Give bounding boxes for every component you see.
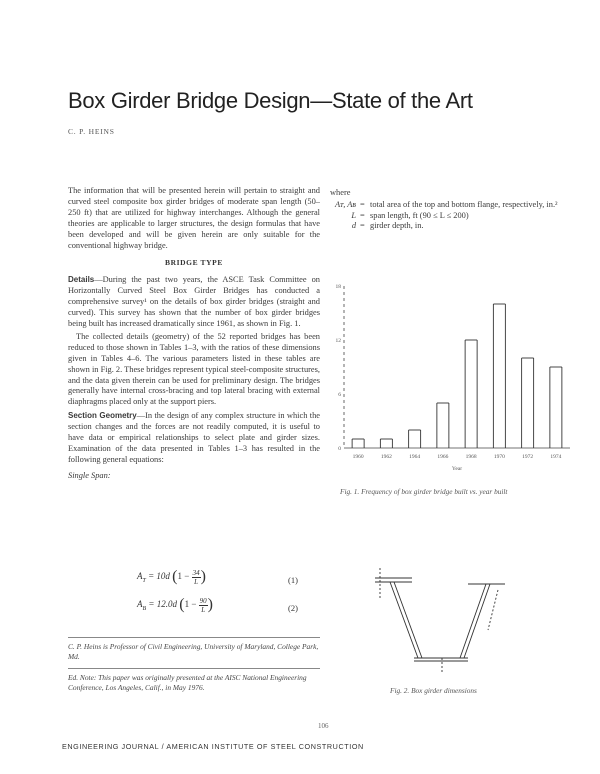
section-geometry-runin: Section Geometry — [68, 411, 137, 421]
definition-row — [318, 221, 580, 232]
footnote-rule — [68, 637, 320, 638]
editor-note: Ed. Note: This paper was originally presented at the AISC National Engineering Conference, Los Angeles, Calif., in May 1976. — [68, 673, 307, 692]
equation-1-number: (1) — [288, 575, 298, 585]
definition-equals: = — [360, 200, 365, 209]
where-label: where — [330, 188, 351, 197]
definition-symbol: L — [351, 210, 356, 220]
y-tick-label: 6 — [338, 392, 341, 398]
definition-row — [318, 200, 580, 211]
section-geometry-paragraph — [68, 411, 320, 466]
x-tick-label: 1972 — [522, 454, 534, 460]
definition-symbol: d — [351, 221, 356, 231]
definitions-list — [318, 200, 580, 232]
definition-text: span length, ft (90 ≤ L ≤ 200) — [370, 210, 469, 220]
figure-1-chart — [330, 280, 580, 480]
equation-2-number: (2) — [288, 603, 298, 613]
x-axis-label: Year — [451, 466, 463, 472]
footnote-rule-2 — [68, 668, 320, 669]
details-paragraph — [68, 275, 320, 330]
x-tick-label: 1968 — [465, 454, 477, 460]
web-right-2 — [460, 584, 486, 658]
x-tick-label: 1970 — [493, 454, 505, 460]
author-name: C. P. HEINS — [68, 127, 115, 136]
web-left-2 — [394, 582, 422, 658]
y-tick-label: 18 — [335, 284, 341, 290]
page-number: 106 — [318, 722, 329, 730]
y-tick-label: 12 — [335, 338, 341, 344]
definition-equals: = — [360, 221, 365, 231]
web-left — [390, 582, 418, 658]
figure-2-caption: Fig. 2. Box girder dimensions — [390, 686, 477, 695]
definition-symbol: Aᴛ, Aʙ — [334, 200, 356, 209]
dim-line-right — [488, 590, 498, 630]
figure-2-diagram — [370, 560, 510, 680]
web-right — [464, 584, 490, 658]
x-tick-label: 1960 — [352, 454, 364, 460]
collected-paragraph: The collected details (geometry) of the 52 reported bridges has been reduced to those shown in Tables 1–3, with the ratios of these dimensions given in Tables 4–6. The various parameters listed in these tables are shown in Fig. 2. These bridges represent typical steel-composite structures, and the data given therein can be used for preliminary design. The bridges generally have internal cross-bracing and top lateral bracing with external diaphragms placed only at the support piers. — [68, 331, 320, 407]
y-tick-label: 0 — [338, 446, 341, 452]
definition-text: girder depth, in. — [370, 221, 424, 231]
figure-1-caption: Fig. 1. Frequency of box girder bridge built vs. year built — [340, 487, 508, 496]
author-footnote: C. P. Heins is Professor of Civil Engineering, University of Maryland, College Park, Md. — [68, 642, 319, 661]
x-tick-label: 1964 — [409, 454, 421, 460]
intro-paragraph: The information that will be presented herein will pertain to straight and curved steel composite box girder bridges of moderate span length (50–250 ft) that are utilized for highway interchanges. Although the general theories are applicable to larger structures, the design formulas that have been developed and will be given herein are only suitable for the conventional highway bridge. — [68, 186, 320, 250]
x-tick-label: 1966 — [437, 454, 449, 460]
details-text: —During the past two years, the ASCE Task Committee on Horizontally Curved Steel Box Girder Bridges has conducted a comprehensive survey¹ on the details of box girder bridges (straight and curved). This survey has shown that the number of box girder bridges being built has increased dramatically since 1961, as shown in Fig. 1. — [68, 275, 320, 328]
definition-row — [318, 211, 580, 222]
journal-footer: ENGINEERING JOURNAL / AMERICAN INSTITUTE OF STEEL CONSTRUCTION — [62, 742, 364, 751]
details-runin: Details — [68, 275, 95, 285]
x-tick-label: 1974 — [550, 454, 562, 460]
article-title: Box Girder Bridge Design—State of the Art — [68, 88, 473, 113]
x-tick-label: 1962 — [380, 454, 392, 460]
left-column — [68, 186, 320, 484]
definition-equals: = — [360, 210, 365, 220]
section-heading-bridge-type: BRIDGE TYPE — [165, 258, 223, 268]
single-span-label: Single Span: — [68, 470, 111, 480]
equation-2: $A_B = 12.0d$ (1 − $\frac{90}{L}$ ) — [137, 596, 213, 614]
equation-1: $A_T = 10d$ (1 − $\frac{34}{L}$ ) — [137, 568, 206, 586]
section-geometry-text: —In the design of any complex structure in which the section changes and the forces are not readily computed, it is useful to have data or empirical relationships to select plate and girder sizes. Examination of the data presented in Tables 1–3 has resulted in the following general equations: — [68, 411, 320, 464]
definition-text: total area of the top and bottom flange, respectively, in.² — [370, 200, 558, 209]
